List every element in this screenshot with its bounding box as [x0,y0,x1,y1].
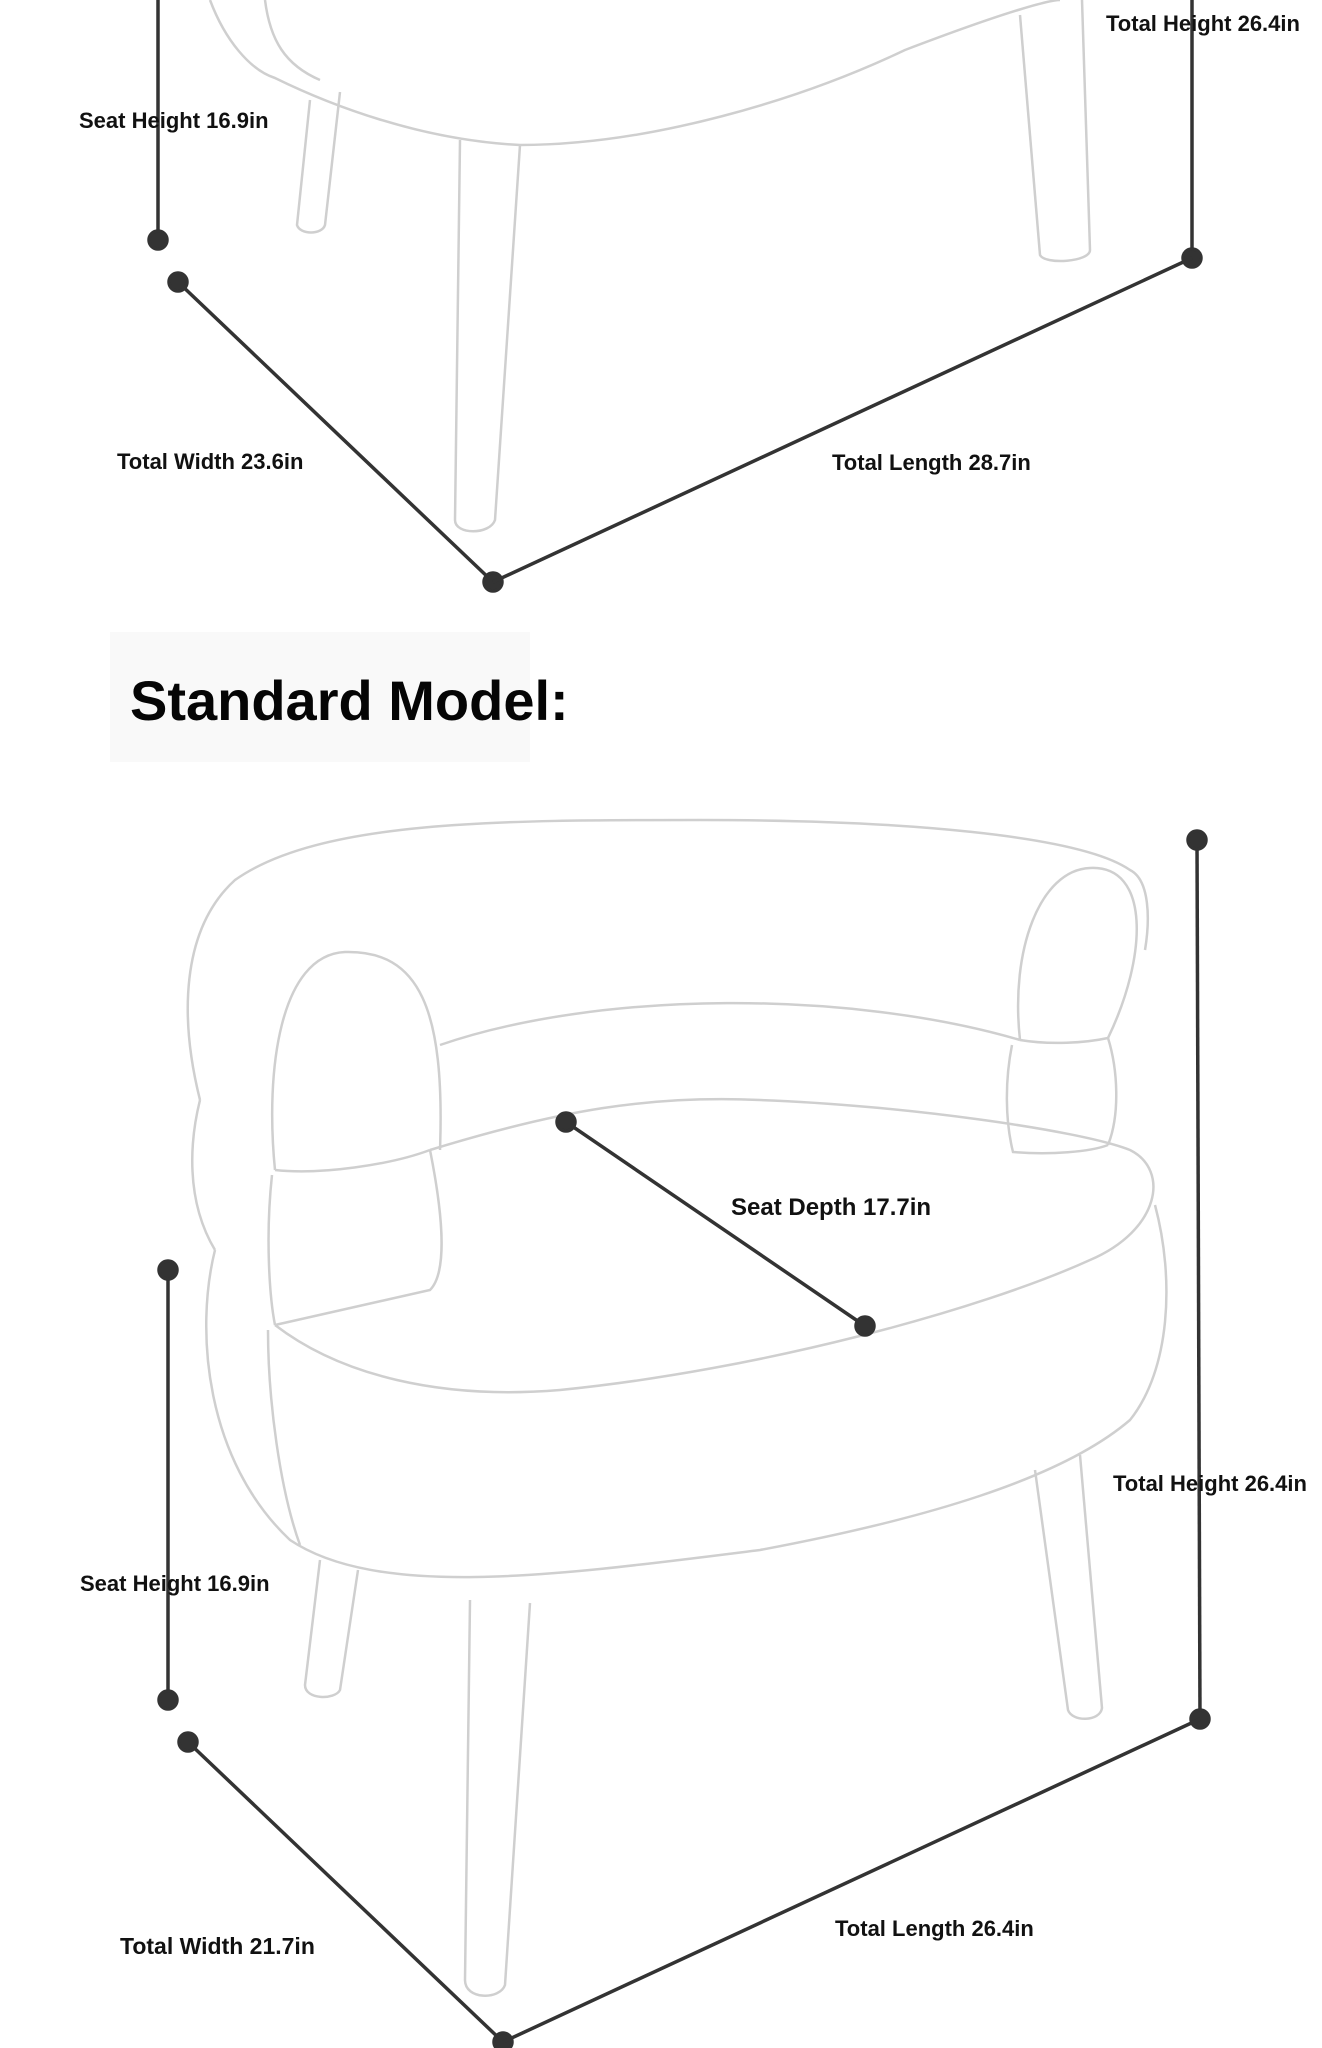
top-total-height-label: Total Height 26.4in [1106,11,1300,36]
standard-dimension-lines [159,831,1209,2048]
section-heading-box [110,632,569,762]
top-total-length-label: Total Length 28.7in [832,450,1031,475]
top-seat-height-label: Seat Height 16.9in [79,108,269,133]
top-dimension-lines [149,0,1201,591]
standard-seat-height-label: Seat Height 16.9in [80,1571,270,1596]
standard-total-length-label: Total Length 26.4in [835,1916,1034,1941]
standard-total-height-label: Total Height 26.4in [1113,1471,1307,1496]
standard-total-width-label: Total Width 21.7in [120,1933,315,1959]
section-heading: Standard Model: [130,669,569,732]
standard-seat-depth-label: Seat Depth 17.7in [731,1194,932,1221]
top-total-width-label: Total Width 23.6in [117,449,304,474]
standard-chair-sketch [188,820,1167,1996]
